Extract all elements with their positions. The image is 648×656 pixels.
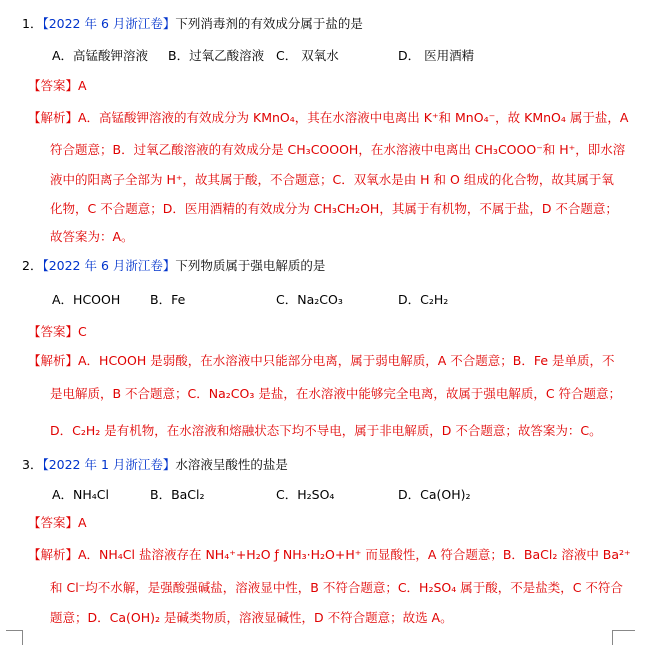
question-1-stem: [22, 14, 363, 32]
question-number: 3．: [22, 457, 43, 472]
question-number: 1．: [22, 16, 43, 31]
option-d: D．C₂H₂: [398, 292, 449, 307]
explanation-line: 故答案为：A。: [50, 229, 134, 244]
question-2-stem: [22, 256, 325, 274]
option-a: A．HCOOH: [52, 292, 121, 307]
explanation-line: 化物，C 不合题意；D．医用酒精的有效成分为 CH₃CH₂OH，其属于有机物，不属于盐，D 不合题意；: [50, 201, 618, 216]
answer-label: 【答案】A: [28, 78, 87, 93]
option-c: C． 双氧水: [276, 48, 339, 63]
source-tag: 【2022 年 6 月浙江卷】: [42, 16, 176, 31]
option-b: B．BaCl₂: [150, 487, 205, 502]
explanation-line: 是电解质，B 不合题意；C．Na₂CO₃ 是盐，在水溶液中能够完全电离，故属于强电解质，C 符合题意；: [50, 386, 622, 401]
option-a: A．高锰酸钾溶液: [52, 48, 149, 63]
explanation-line: D．C₂H₂ 是有机物，在水溶液和熔融状态下均不导电，属于非电解质，D 不合题意；故答案为：C。: [50, 423, 602, 438]
explanation-line: 【解析】A．NH₄Cl 盐溶液存在 NH₄⁺+H₂O ƒ NH₃·H₂O+H⁺ 而显酸性，A 符合题意；B．BaCl₂ 溶液中 Ba²⁺: [28, 547, 631, 562]
answer-label: 【答案】C: [28, 324, 87, 339]
explanation-line: 符合题意；B．过氧乙酸溶液的有效成分是 CH₃COOOH，在水溶液中电离出 CH₃COOO⁻和 H⁺，即水溶: [50, 142, 626, 157]
page-corner-mark-left: [6, 630, 23, 645]
explanation-line: 和 Cl⁻均不水解，是强酸强碱盐，溶液显中性，B 不符合题意；C．H₂SO₄ 属于酸，不是盐类，C 不符合: [50, 580, 623, 595]
question-text: 下列消毒剂的有效成分属于盐的是: [175, 16, 363, 31]
question-text: 水溶液呈酸性的盐是: [175, 457, 288, 472]
option-b: B．过氧乙酸溶液: [168, 48, 265, 63]
source-tag: 【2022 年 6 月浙江卷】: [42, 258, 176, 273]
option-c: C．Na₂CO₃: [276, 292, 343, 307]
option-d: D． 医用酒精: [398, 48, 475, 63]
explanation-line: 【解析】A．HCOOH 是弱酸，在水溶液中只能部分电离，属于弱电解质，A 不合题意；B．Fe 是单质，不: [28, 353, 615, 368]
question-3-stem: [22, 455, 288, 473]
explanation-line: 【解析】A．高锰酸钾溶液的有效成分为 KMnO₄，其在水溶液中电离出 K⁺和 MnO₄⁻，故 KMnO₄ 属于盐，A: [28, 110, 629, 125]
option-b: B．Fe: [150, 292, 186, 307]
explanation-line: 题意；D．Ca(OH)₂ 是碱类物质，溶液显碱性，D 不符合题意；故选 A。: [50, 610, 453, 625]
question-text: 下列物质属于强电解质的是: [175, 258, 326, 273]
source-tag: 【2022 年 1 月浙江卷】: [42, 457, 176, 472]
question-number: 2．: [22, 258, 43, 273]
option-a: A．NH₄Cl: [52, 487, 110, 502]
option-d: D．Ca(OH)₂: [398, 487, 471, 502]
answer-label: 【答案】A: [28, 515, 87, 530]
explanation-line: 液中的阳离子全部为 H⁺，故其属于酸，不合题意；C．双氧水是由 H 和 O 组成的化合物，故其属于氧: [50, 172, 614, 187]
option-c: C．H₂SO₄: [276, 487, 335, 502]
page-corner-mark-right: [612, 630, 635, 645]
